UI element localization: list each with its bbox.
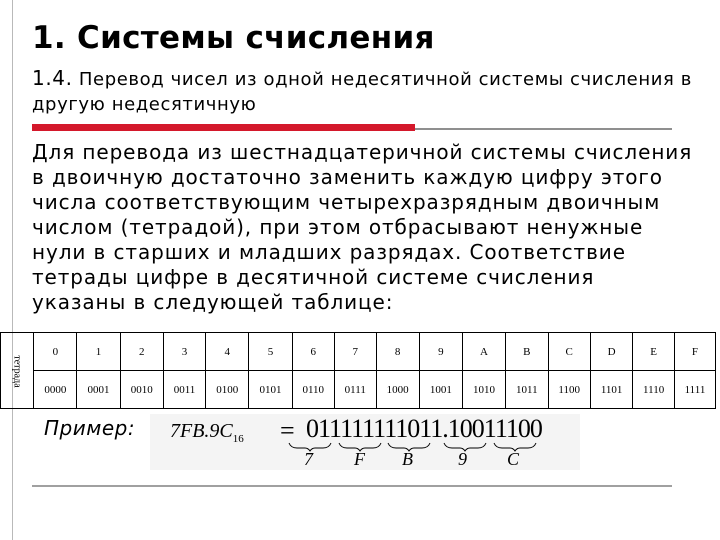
tetrad-cell: 1010 (462, 371, 505, 409)
example-label: Пример: (44, 416, 136, 440)
body-line: числом (тетрадой), при этом отбрасывают ненужные (32, 215, 644, 239)
example-formula (150, 414, 580, 470)
digit-cell: C (548, 333, 590, 371)
digit-cell: D (590, 333, 632, 371)
digit-cell: 0 (34, 333, 77, 371)
row-header-cell (1, 333, 34, 409)
body-line: указаны в следующей таблице: (32, 290, 394, 314)
body-line: нули в старших и младших разрядах. Соответствие (32, 240, 626, 264)
body-line: в двоичную достаточно заменить каждую цифру этого (32, 165, 663, 189)
tetrad-cell: 1110 (633, 371, 675, 409)
tetrad-cell: 0110 (292, 371, 334, 409)
slide-subtitle (32, 66, 692, 117)
hex-digits: 7FB.9C (170, 420, 233, 442)
digit-cell: 1 (77, 333, 120, 371)
header-divider-red (32, 124, 415, 131)
equals-sign: = (280, 416, 295, 445)
digit-cell: 4 (206, 333, 249, 371)
left-margin-line (12, 0, 13, 540)
body-line: числа соответствующим четырехразрядным двоичным (32, 190, 661, 214)
digits-row (1, 333, 716, 371)
tetrad-cell: 0100 (206, 371, 249, 409)
tetrad-cell: 1101 (590, 371, 632, 409)
hex-base: 16 (232, 433, 244, 445)
tetrads-row (1, 371, 716, 409)
body-paragraph (32, 140, 702, 315)
tetrad-cell: 1100 (548, 371, 590, 409)
tetrad-cell: 0001 (77, 371, 120, 409)
digit-cell: 7 (334, 333, 376, 371)
slide-title: 1. Системы счисления (32, 20, 435, 56)
subtitle-number: 1.4. (32, 66, 73, 90)
tetrad-cell: 0010 (120, 371, 163, 409)
digit-cell: F (674, 333, 715, 371)
digit-cell: E (633, 333, 675, 371)
tetrad-cell: 0011 (163, 371, 205, 409)
tetrad-cell: 0000 (34, 371, 77, 409)
footer-divider (32, 485, 672, 487)
digit-cell: 9 (419, 333, 462, 371)
tetrad-cell: 1000 (376, 371, 419, 409)
tetrad-cell: 1011 (506, 371, 548, 409)
digit-cell: B (506, 333, 548, 371)
group-label: F (354, 449, 365, 469)
tetrad-cell: 1001 (419, 371, 462, 409)
body-line: тетрады цифре в десятичной системе счисления (32, 265, 595, 289)
digit-cell: 3 (163, 333, 205, 371)
digit-cell: 6 (292, 333, 334, 371)
group-label: 9 (458, 449, 467, 469)
subtitle-text: Перевод чисел из одной недесятичной системы счисления в другую недесятичную (32, 69, 692, 115)
tetrad-cell: 1111 (674, 371, 715, 409)
digit-cell: 8 (376, 333, 419, 371)
digit-cell: 5 (249, 333, 292, 371)
digit-cell: A (462, 333, 505, 371)
tetrad-cell: 0101 (249, 371, 292, 409)
group-label: C (507, 449, 520, 469)
group-label: B (402, 449, 413, 469)
group-label: 7 (304, 449, 313, 469)
hex-tetrad-table (0, 332, 716, 409)
row-header-label: тетрада (11, 354, 23, 388)
binary-number: 011111111011.10011100 (306, 414, 542, 443)
tetrad-cell: 0111 (334, 371, 376, 409)
digit-cell: 2 (120, 333, 163, 371)
body-line: Для перевода из шестнадцатеричной системы счисления (32, 140, 693, 164)
